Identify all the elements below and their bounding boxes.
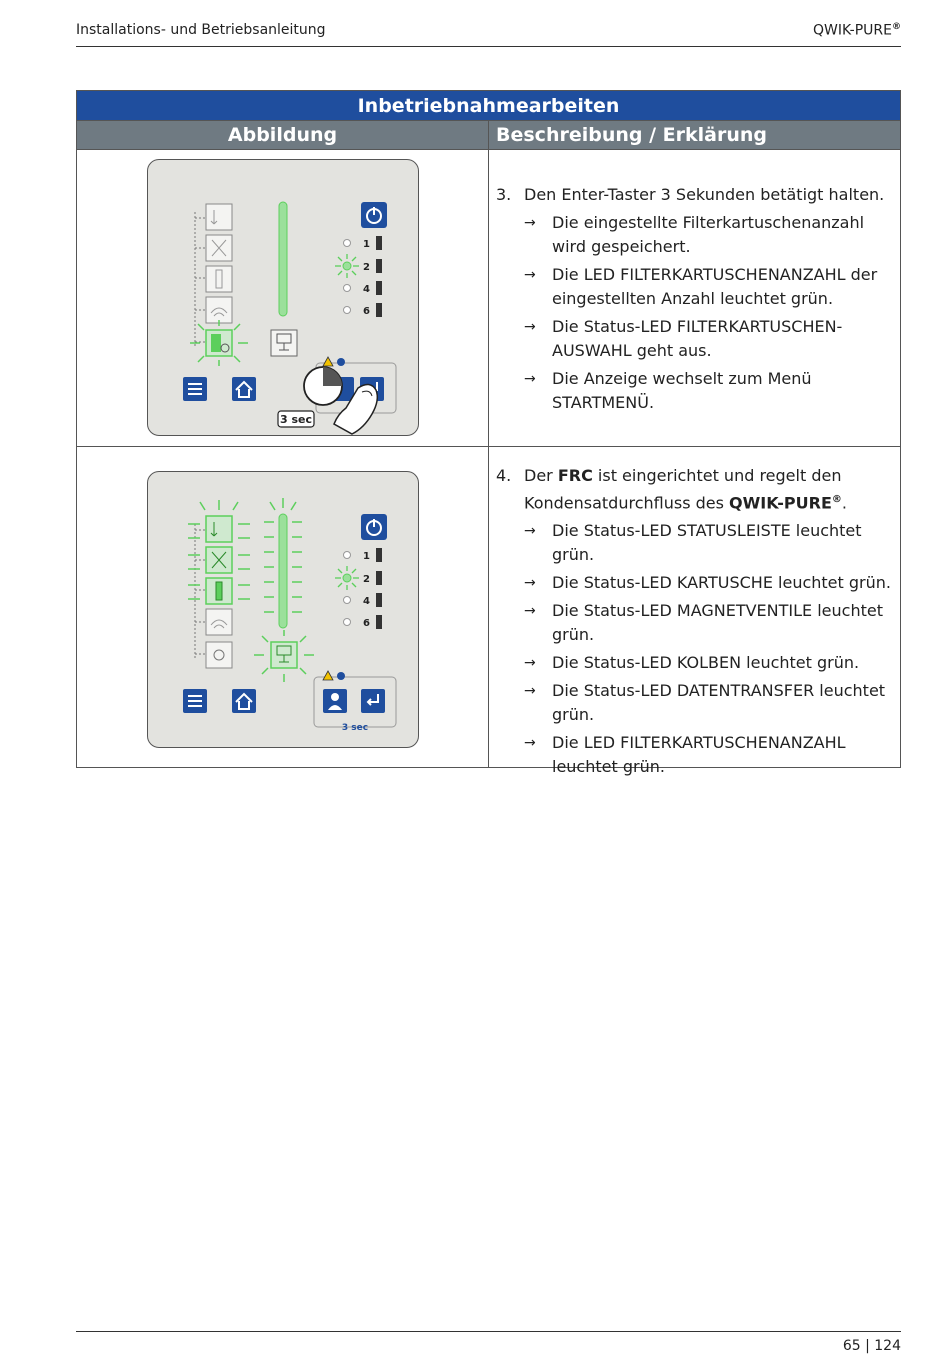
timer-icon [304,367,342,405]
step-item [496,464,892,515]
step-text [524,464,892,515]
status-icon-valves-lit [206,578,232,604]
status-icon-bar [206,204,232,230]
menu-icon [183,689,207,713]
figure-cell [77,447,489,767]
result-text: Die Status-LED KARTUSCHE leuchtet grün. [552,573,891,593]
status-icon-cartridge [206,235,232,261]
table-row-step-3 [77,150,900,447]
step-number: 3. [496,185,512,204]
cartridge-count-6: 6 [363,618,370,629]
page-footer [76,1331,901,1354]
arrow-icon: → [524,735,536,752]
status-icon-piston [206,297,232,323]
control-panel-drawing [148,472,420,749]
result-item [496,519,892,567]
table-row-step-4 [77,447,900,777]
network-icon-lit [271,642,297,668]
arrow-icon: → [524,215,536,231]
cartridge-count-2: 2 [363,574,370,585]
page-header [76,20,901,47]
result-text: Die Status-LED STATUSLEISTE leuchtet grün. [552,521,862,565]
result-item [496,571,892,595]
result-text: Die Anzeige wechselt zum Menü STARTMENÜ. [552,369,812,412]
status-icon-valves [206,266,232,292]
result-text: Die eingestellte Filterkartuschenanzahl wird gespeichert. [552,213,865,256]
network-icon [271,330,297,356]
step-item [496,183,892,207]
status-icon-data-transfer [206,642,232,668]
registered-mark: ® [831,494,842,505]
cartridge-count-4: 4 [363,596,370,607]
result-text: Die Status-LED DATENTRANSFER leuchtet grün. [552,681,886,725]
result-text: Die LED FILTERKARTUSCHENANZAHL leuchtet grün. [552,733,846,777]
result-item [496,263,892,311]
status-icon-cartridge-lit [206,547,232,573]
step-text: Den Enter-Taster 3 Sekunden betätigt halten. [524,185,885,204]
cartridge-count-4: 4 [363,284,370,295]
status-icon-bar-lit [206,516,232,542]
cartridge-count-2: 2 [363,262,370,273]
result-item [496,315,892,363]
result-item [496,211,892,259]
description-cell [489,447,900,777]
step-text-mid: ist eingerichtet und regelt den Kondensatdurchfluss des [524,466,842,513]
cartridge-count-1: 1 [363,551,370,562]
status-icon-piston [206,609,232,635]
step-text-product: QWIK-PURE [729,493,832,513]
registered-mark: ® [892,22,901,32]
timer-label: 3 sec [279,413,313,426]
enter-icon [361,689,385,713]
result-text: Die Status-LED KOLBEN leuchtet grün. [552,653,860,673]
result-item [496,367,892,415]
result-item [496,599,892,647]
control-panel-illustration [147,159,419,436]
power-icon [361,514,387,540]
warning-icon [323,357,333,366]
page-number: 65 | 124 [842,1338,901,1354]
table-title: Inbetriebnahmearbeiten [77,91,900,121]
arrow-icon: → [524,603,536,620]
status-bar-led [279,202,287,316]
result-text: Die Status-LED MAGNETVENTILE leuchtet grün. [552,601,883,645]
cartridge-count-6: 6 [363,306,370,317]
figure-cell [77,150,489,446]
cartridge-count-1: 1 [363,239,370,250]
arrow-icon: → [524,655,536,672]
result-item [496,651,892,675]
arrow-icon: → [524,683,536,700]
menu-icon [183,377,207,401]
header-document-title: Installations- und Betriebsanleitung [76,22,326,38]
result-item [496,679,892,727]
column-header-description: Beschreibung / Erklärung [496,124,768,146]
result-item [496,731,892,779]
control-panel-illustration [147,471,419,748]
step-text-frc: FRC [557,466,593,485]
status-icon-data-transfer-lit [206,330,232,356]
step-text-pre: Der [524,466,558,485]
status-bar-led-lit [279,514,287,628]
header-product-name [813,22,901,39]
commissioning-table [76,90,901,777]
result-text: Die LED FILTERKARTUSCHENANZAHL der eingestellten Anzahl leuchtet grün. [552,265,878,308]
description-cell [489,150,900,446]
power-icon [361,202,387,228]
timer-label: 3 sec [341,723,369,733]
table-header-row [77,121,900,150]
arrow-icon: → [524,575,536,592]
control-panel-drawing [148,160,420,437]
column-header-figure: Abbildung [77,121,489,149]
service-icon [323,689,347,713]
step-number: 4. [496,466,512,485]
arrow-icon: → [524,319,536,335]
home-icon [232,689,256,713]
home-icon [232,377,256,401]
arrow-icon: → [524,371,536,387]
arrow-icon: → [524,267,536,283]
warning-icon [323,671,333,680]
arrow-icon: → [524,523,536,540]
header-product-text: QWIK-PURE [812,22,892,39]
step-text-post: . [841,493,847,513]
result-text: Die Status-LED FILTERKARTUSCHEN-AUSWAHL geht aus. [552,317,843,360]
